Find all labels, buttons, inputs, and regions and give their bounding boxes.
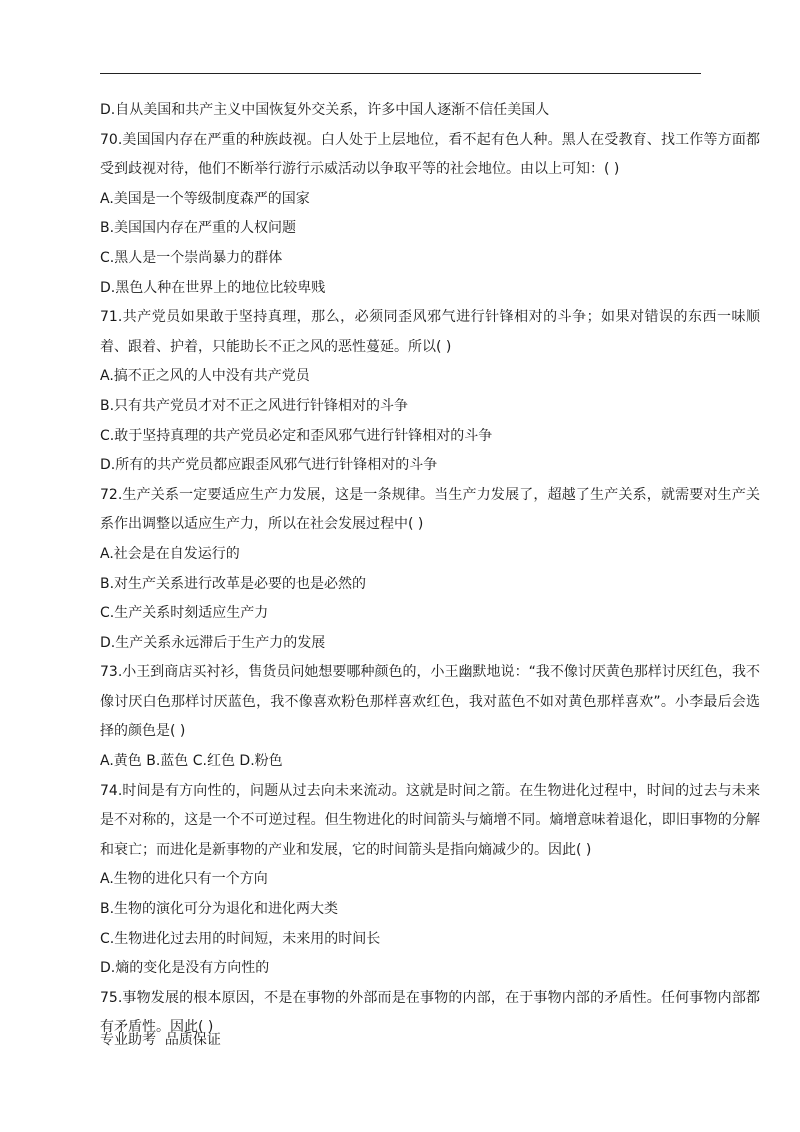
question-71-stem: 71.共产党员如果敢于坚持真理，那么，必须同歪风邪气进行针锋相对的斗争；如果对错误的东西一味顺着、跟着、护着，只能助长不正之风的恶性蔓延。所以( ) — [100, 309, 760, 355]
option-72-a: A.社会是在自发运行的 — [100, 545, 240, 562]
options-73: A.黄色 B.蓝色 C.红色 D.粉色 — [100, 753, 283, 770]
document-body — [100, 96, 760, 1043]
option-70-c: C.黑人是一个崇尚暴力的群体 — [100, 249, 283, 266]
option-71-d: D.所有的共产党员都应跟歪风邪气进行针锋相对的斗争 — [100, 457, 438, 474]
option-74-a: A.生物的进化只有一个方向 — [100, 871, 268, 888]
question-70-stem: 70.美国国内存在严重的种族歧视。白人处于上层地位，看不起有色人种。黑人在受教育、找工作等方面都受到歧视对待，他们不断举行游行示威活动以争取平等的社会地位。由以上可知：( ) — [100, 131, 760, 178]
option-69-d: D.自从美国和共产主义中国恢复外交关系，许多中国人逐渐不信任美国人 — [100, 102, 550, 118]
option-74-d: D.熵的变化是没有方向性的 — [100, 960, 270, 977]
option-70-d: D.黑色人种在世界上的地位比较卑贱 — [100, 279, 326, 296]
option-70-a: A.美国是一个等级制度森严的国家 — [100, 190, 310, 207]
option-71-a: A.搞不正之风的人中没有共产党员 — [100, 368, 310, 385]
option-71-c: C.敢于坚持真理的共产党员必定和歪风邪气进行针锋相对的斗争 — [100, 427, 493, 444]
page-footer: 专业助考 品质保证 — [100, 1032, 221, 1048]
option-74-c: C.生物进化过去用的时间短，未来用的时间长 — [100, 930, 381, 947]
option-72-c: C.生产关系时刻适应生产力 — [100, 605, 269, 622]
question-72-stem: 72.生产关系一定要适应生产力发展，这是一条规律。当生产力发展了，超越了生产关系，就需要对生产关系作出调整以适应生产力，所以在社会发展过程中( ) — [100, 486, 760, 533]
option-71-b: B.只有共产党员才对不正之风进行针锋相对的斗争 — [100, 397, 409, 414]
option-70-b: B.美国国内存在严重的人权问题 — [100, 220, 297, 237]
option-72-d: D.生产关系永远滞后于生产力的发展 — [100, 634, 326, 651]
header-rule — [100, 73, 701, 74]
question-73-stem: 73.小王到商店买衬衫，售货员问她想要哪种颜色的，小王幽默地说：“我不像讨厌黄色那样讨厌红色，我不像讨厌白色那样讨厌蓝色，我不像喜欢粉色那样喜欢红色，我对蓝色不如对黄色那样喜欢”。小李最后会选择的颜色是( ) — [100, 664, 760, 740]
question-75-stem: 75.事物发展的根本原因，不是在事物的外部而是在事物的内部，在于事物内部的矛盾性。任何事物内部都有矛盾性。因此( ) — [100, 989, 760, 1036]
option-72-b: B.对生产关系进行改革是必要的也是必然的 — [100, 575, 367, 592]
question-74-stem: 74.时间是有方向性的，问题从过去向未来流动。这就是时间之箭。在生物进化过程中，时间的过去与未来是不对称的，这是一个不可逆过程。但生物进化的时间箭头与熵增不同。熵增意味着退化，即旧事物的分解和衰亡；而进化是新事物的产业和发展，它的时间箭头是指向熵减少的。因此( ) — [100, 782, 760, 858]
option-74-b: B.生物的演化可分为退化和进化两大类 — [100, 901, 339, 918]
